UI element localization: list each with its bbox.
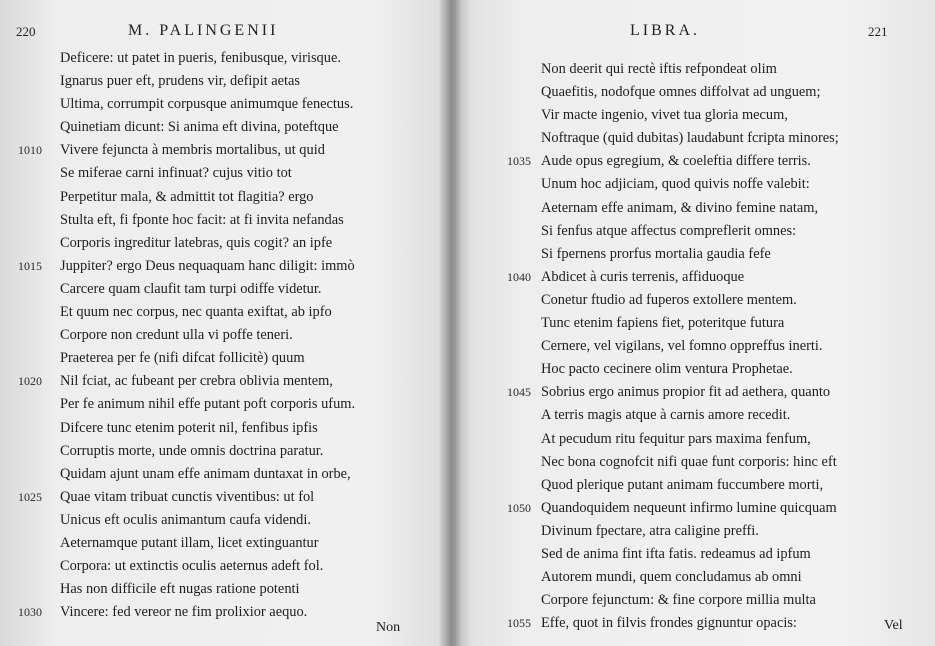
verse-line <box>0 162 452 185</box>
verse-text: Unicus eft oculis animantum caufa videndi. <box>60 511 311 528</box>
verse-line <box>0 324 452 347</box>
verse-text: Has non difficile eft nugas ratione potenti <box>60 581 300 598</box>
line-number: 1055 <box>507 616 531 631</box>
verse-text: Quandoquidem nequeunt infirmo lumine quicquam <box>541 499 837 516</box>
verse-text: Stulta eft, fi fponte hoc facit: at fi invita nefandas <box>60 211 344 228</box>
verse-text: Per fe animum nihil effe putant poft corporis ufum. <box>60 396 356 413</box>
verse-text: Noftraque (quid dubitas) laudabunt fcripta minores; <box>541 130 839 147</box>
verse-text: Corpore fejunctum: & fine corpore millia multa <box>541 592 816 609</box>
verse-text: Praeterea per fe (nifi difcat follicitè) quum <box>60 350 305 367</box>
verse-line <box>452 358 935 381</box>
verse-line <box>0 555 452 578</box>
verse-text: Conetur ftudio ad fuperos extollere mentem. <box>541 291 797 308</box>
verse-line <box>452 335 935 358</box>
verse-text: Corporis ingreditur latebras, quis cogit? an ipfe <box>60 234 333 251</box>
verse-line <box>0 139 452 162</box>
line-number: 1045 <box>507 385 531 400</box>
verse-text: Aude opus egregium, & coeleftia differe terris. <box>541 153 811 170</box>
verse-text: Hoc pacto cecinere olim ventura Prophetae. <box>541 361 793 378</box>
verse-line <box>0 278 452 301</box>
verse-line <box>452 81 935 104</box>
verse-text: Aeternamque putant illam, licet extinguantur <box>60 534 319 551</box>
line-number: 1015 <box>18 258 42 273</box>
verse-line <box>452 520 935 543</box>
verse-line <box>452 104 935 127</box>
verse-text: Sobrius ergo animus propior fit ad aethera, quanto <box>541 384 831 401</box>
verse-text: Ultima, corrumpit corpusque animumque fenectus. <box>60 96 354 113</box>
verse-line <box>452 266 935 289</box>
verse-text: Nec bona cognofcit nifi quae funt corporis: hinc eft <box>541 453 837 470</box>
verse-text: Quaefitis, nodofque omnes diffolvat ad unguem; <box>541 84 821 101</box>
verse-line <box>452 404 935 427</box>
verse-line <box>452 127 935 150</box>
verse-line <box>452 497 935 520</box>
right-catchword: Vel <box>884 618 903 633</box>
verse-text: Divinum fpectare, atra caligine preffi. <box>541 522 759 539</box>
verse-text: Quinetiam dicunt: Si anima eft divina, poteftque <box>60 119 339 136</box>
verse-line <box>452 220 935 243</box>
left-page-number: 220 <box>16 24 36 39</box>
verse-line <box>0 209 452 232</box>
verse-line <box>0 509 452 532</box>
verse-text: Deficere: ut patet in pueris, fenibusque, virisque. <box>60 50 341 66</box>
verse-text: Juppiter? ergo Deus nequaquam hanc diligit: immò <box>60 257 355 274</box>
left-catchword: Non <box>376 620 401 635</box>
verse-text: Autorem mundi, quem concludamus ab omni <box>541 569 802 586</box>
line-number: 1040 <box>507 269 531 284</box>
verse-line <box>0 486 452 509</box>
verse-text: Unum hoc adjiciam, quod quivis noffe valebit: <box>541 176 810 193</box>
verse-line <box>0 186 452 209</box>
verse-text: Corpora: ut extinctis oculis aeternus adeft fol. <box>60 558 324 575</box>
verse-text: Difcere tunc etenim poterit nil, fenfibus ipfis <box>60 419 318 436</box>
verse-line <box>0 232 452 255</box>
verse-text: Nil fciat, ac fubeant per crebra oblivia mentem, <box>60 373 333 390</box>
verse-text: Se miferae carni infinuat? cujus vitio tot <box>60 165 292 182</box>
verse-line <box>452 451 935 474</box>
line-number: 1035 <box>507 154 531 169</box>
verse-text: At pecudum ritu fequitur pars maxima fenfum, <box>541 430 811 447</box>
verse-line <box>452 312 935 335</box>
verse-line <box>452 612 935 635</box>
verse-text: Abdicet à curis terrenis, affiduoque <box>541 268 745 285</box>
left-verse-block <box>0 47 452 624</box>
verse-text: Perpetitur mala, & admittit tot flagitia? ergo <box>60 188 314 205</box>
verse-line <box>0 532 452 555</box>
verse-line <box>0 93 452 116</box>
verse-line <box>452 243 935 266</box>
verse-text: Corpore non credunt ulla vi poffe teneri. <box>60 327 293 344</box>
line-number: 1050 <box>507 500 531 515</box>
verse-text: Cernere, vel vigilans, vel fomno oppreffus inerti. <box>541 338 823 355</box>
verse-line <box>0 417 452 440</box>
line-number: 1030 <box>18 605 42 620</box>
verse-line <box>0 347 452 370</box>
verse-text: Si fpernens prorfus mortalia gaudia fefe <box>541 245 771 262</box>
verse-line <box>452 289 935 312</box>
verse-line <box>0 255 452 278</box>
verse-line <box>452 197 935 220</box>
verse-line <box>0 370 452 393</box>
left-page <box>0 0 452 646</box>
line-number: 1025 <box>18 489 42 504</box>
verse-line <box>452 150 935 173</box>
right-running-head: LIBRA. <box>630 22 700 39</box>
right-page <box>452 0 935 646</box>
verse-text: Quae vitam tribuat cunctis viventibus: ut fol <box>60 488 315 505</box>
verse-line <box>0 440 452 463</box>
verse-text: A terris magis atque à carnis amore recedit. <box>541 407 791 424</box>
verse-line <box>0 393 452 416</box>
verse-text: Quod plerique putant animam fuccumbere morti, <box>541 476 824 493</box>
verse-line <box>452 474 935 497</box>
verse-line <box>452 566 935 589</box>
right-page-number: 221 <box>868 24 888 39</box>
verse-line <box>0 578 452 601</box>
verse-line <box>0 47 452 70</box>
verse-text: Effe, quot in filvis frondes gignuntur opacis: <box>541 615 797 632</box>
verse-line <box>452 543 935 566</box>
verse-line <box>452 589 935 612</box>
verse-line <box>0 70 452 93</box>
verse-line <box>452 428 935 451</box>
verse-line <box>0 463 452 486</box>
verse-text: Si fenfus atque affectus compreflerit omnes: <box>541 222 797 239</box>
verse-text: Non deerit qui rectè iftis refpondeat olim <box>541 61 777 77</box>
verse-text: Tunc etenim fapiens fiet, poteritque futura <box>541 315 785 332</box>
verse-text: Vincere: fed vereor ne fim prolixior aequo. <box>60 604 308 621</box>
verse-text: Vir macte ingenio, vivet tua gloria mecum, <box>541 107 788 124</box>
verse-text: Ignarus puer eft, prudens vir, defipit aetas <box>60 73 300 90</box>
verse-line <box>452 58 935 81</box>
verse-line <box>452 381 935 404</box>
verse-line <box>452 173 935 196</box>
left-running-head: M. PALINGENII <box>128 22 279 39</box>
right-verse-block <box>452 58 935 635</box>
line-number: 1010 <box>18 143 42 158</box>
verse-text: Et quum nec corpus, nec quanta exiftat, ab ipfo <box>60 304 332 321</box>
verse-text: Vivere fejuncta à membris mortalibus, ut quid <box>60 142 325 159</box>
verse-line <box>0 301 452 324</box>
verse-text: Sed de anima fint ifta fatis. redeamus ad ipfum <box>541 545 811 562</box>
verse-text: Carcere quam claufit tam turpi odiffe videtur. <box>60 280 322 297</box>
line-number: 1020 <box>18 374 42 389</box>
verse-text: Aeternam effe animam, & divino femine natam, <box>541 199 819 216</box>
verse-text: Corruptis morte, unde omnis doctrina paratur. <box>60 442 324 459</box>
verse-text: Quidam ajunt unam effe animam duntaxat in orbe, <box>60 465 351 482</box>
verse-line <box>0 116 452 139</box>
